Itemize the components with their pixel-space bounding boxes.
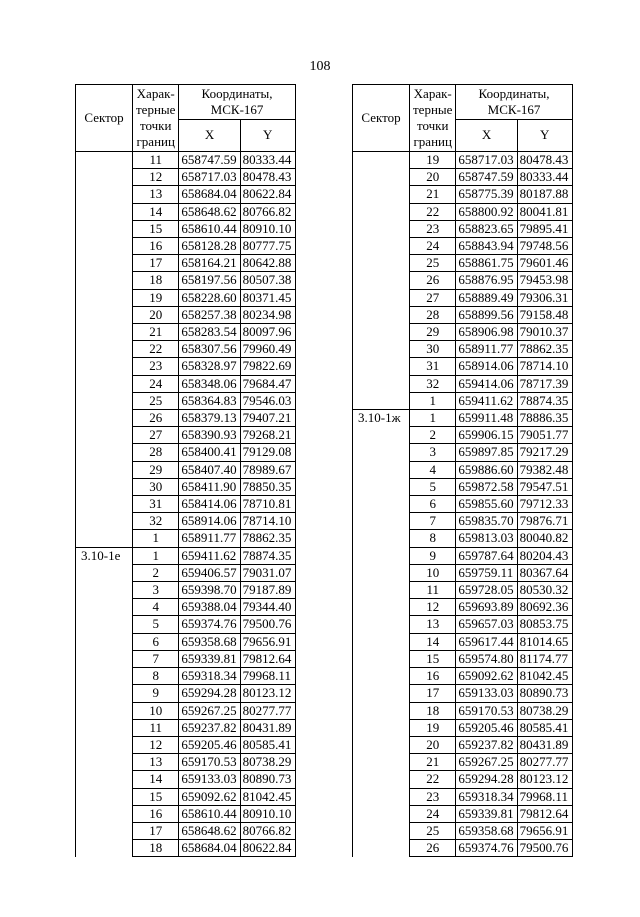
point-number-cell: 16 bbox=[133, 238, 179, 255]
coord-y-cell: 80431.89 bbox=[240, 719, 295, 736]
point-number-cell: 2 bbox=[410, 427, 456, 444]
coord-x-cell: 659133.03 bbox=[179, 771, 240, 788]
point-number-cell: 5 bbox=[410, 478, 456, 495]
coord-y-cell: 80204.43 bbox=[517, 547, 572, 564]
point-number-cell: 7 bbox=[133, 650, 179, 667]
point-number-cell: 29 bbox=[410, 324, 456, 341]
point-number-cell: 26 bbox=[133, 410, 179, 427]
point-number-cell: 10 bbox=[133, 702, 179, 719]
coord-y-cell: 80187.88 bbox=[517, 186, 572, 203]
coord-x-cell: 658747.59 bbox=[456, 169, 517, 186]
table-row bbox=[76, 152, 296, 169]
coord-x-cell: 659693.89 bbox=[456, 599, 517, 616]
coord-x-cell: 659411.62 bbox=[456, 392, 517, 409]
coord-x-cell: 658257.38 bbox=[179, 306, 240, 323]
point-number-cell: 25 bbox=[133, 392, 179, 409]
coord-y-cell: 80040.82 bbox=[517, 530, 572, 547]
coord-x-cell: 659318.34 bbox=[456, 788, 517, 805]
coord-x-cell: 659237.82 bbox=[179, 719, 240, 736]
coord-y-cell: 81014.65 bbox=[517, 633, 572, 650]
coord-x-cell: 659388.04 bbox=[179, 599, 240, 616]
point-number-cell: 20 bbox=[133, 306, 179, 323]
coord-x-cell: 658747.59 bbox=[179, 152, 240, 169]
point-number-cell: 28 bbox=[410, 306, 456, 323]
coord-x-cell: 658411.90 bbox=[179, 478, 240, 495]
coord-y-cell: 79158.48 bbox=[517, 306, 572, 323]
coord-y-cell: 78714.10 bbox=[517, 358, 572, 375]
page-number: 108 bbox=[309, 59, 331, 74]
coordinates-table-right bbox=[352, 84, 573, 857]
point-number-cell: 10 bbox=[410, 564, 456, 581]
coord-y-cell: 78886.35 bbox=[517, 410, 572, 427]
coord-y-cell: 79453.98 bbox=[517, 272, 572, 289]
coord-x-cell: 659358.68 bbox=[179, 633, 240, 650]
coord-x-cell: 658197.56 bbox=[179, 272, 240, 289]
coord-y-cell: 79382.48 bbox=[517, 461, 572, 478]
coord-y-cell: 79217.29 bbox=[517, 444, 572, 461]
coord-x-cell: 658228.60 bbox=[179, 289, 240, 306]
point-number-cell: 15 bbox=[133, 788, 179, 805]
point-number-cell: 27 bbox=[133, 427, 179, 444]
coord-x-cell: 658911.77 bbox=[179, 530, 240, 547]
coord-y-cell: 79407.21 bbox=[240, 410, 295, 427]
coord-x-cell: 659205.46 bbox=[456, 719, 517, 736]
point-number-cell: 26 bbox=[410, 272, 456, 289]
coord-y-cell: 80277.77 bbox=[517, 754, 572, 771]
coord-y-cell: 80622.84 bbox=[240, 840, 295, 857]
coord-x-cell: 658610.44 bbox=[179, 220, 240, 237]
coord-y-cell: 78989.67 bbox=[240, 461, 295, 478]
coord-y-cell: 80890.73 bbox=[517, 685, 572, 702]
coord-y-cell: 80530.32 bbox=[517, 582, 572, 599]
coord-y-cell: 79187.89 bbox=[240, 582, 295, 599]
coord-y-cell: 80642.88 bbox=[240, 255, 295, 272]
coord-y-cell: 78717.39 bbox=[517, 375, 572, 392]
point-number-cell: 31 bbox=[410, 358, 456, 375]
point-number-cell: 14 bbox=[410, 633, 456, 650]
table-body-right bbox=[353, 152, 573, 857]
coord-x-cell: 658400.41 bbox=[179, 444, 240, 461]
coord-x-cell: 658800.92 bbox=[456, 203, 517, 220]
coord-y-cell: 80910.10 bbox=[240, 220, 295, 237]
coord-y-cell: 78874.35 bbox=[517, 392, 572, 409]
coord-y-cell: 79968.11 bbox=[517, 788, 572, 805]
coord-x-cell: 659267.25 bbox=[179, 702, 240, 719]
point-number-cell: 12 bbox=[133, 169, 179, 186]
point-number-cell: 20 bbox=[410, 169, 456, 186]
point-number-cell: 28 bbox=[133, 444, 179, 461]
coord-y-cell: 78714.10 bbox=[240, 513, 295, 530]
coord-x-cell: 658914.06 bbox=[456, 358, 517, 375]
coord-x-cell: 659414.06 bbox=[456, 375, 517, 392]
coord-x-cell: 659911.48 bbox=[456, 410, 517, 427]
point-number-cell: 21 bbox=[410, 186, 456, 203]
coord-x-cell: 658414.06 bbox=[179, 496, 240, 513]
coord-x-cell: 658914.06 bbox=[179, 513, 240, 530]
coord-y-cell: 79601.46 bbox=[517, 255, 572, 272]
coord-y-cell: 78862.35 bbox=[517, 341, 572, 358]
coord-x-cell: 658684.04 bbox=[179, 186, 240, 203]
coord-x-cell: 659339.81 bbox=[179, 650, 240, 667]
point-number-cell: 6 bbox=[133, 633, 179, 650]
table-row bbox=[76, 547, 296, 564]
coord-x-cell: 659092.62 bbox=[456, 668, 517, 685]
coord-y-cell: 80622.84 bbox=[240, 186, 295, 203]
coord-x-cell: 659374.76 bbox=[456, 840, 517, 857]
point-number-cell: 7 bbox=[410, 513, 456, 530]
coord-y-cell: 79547.51 bbox=[517, 478, 572, 495]
coord-y-cell: 80431.89 bbox=[517, 736, 572, 753]
point-number-cell: 13 bbox=[133, 186, 179, 203]
point-number-cell: 25 bbox=[410, 255, 456, 272]
point-number-cell: 29 bbox=[133, 461, 179, 478]
coord-y-cell: 79010.37 bbox=[517, 324, 572, 341]
point-number-cell: 30 bbox=[133, 478, 179, 495]
coord-x-cell: 659092.62 bbox=[179, 788, 240, 805]
coord-y-cell: 80766.82 bbox=[240, 203, 295, 220]
header-x: X bbox=[179, 120, 240, 152]
point-number-cell: 19 bbox=[410, 152, 456, 169]
point-number-cell: 16 bbox=[410, 668, 456, 685]
coord-x-cell: 658307.56 bbox=[179, 341, 240, 358]
coord-x-cell: 659835.70 bbox=[456, 513, 517, 530]
coord-x-cell: 659205.46 bbox=[179, 736, 240, 753]
coord-y-cell: 80333.44 bbox=[517, 169, 572, 186]
point-number-cell: 1 bbox=[410, 392, 456, 409]
coord-y-cell: 79306.31 bbox=[517, 289, 572, 306]
coord-y-cell: 79546.03 bbox=[240, 392, 295, 409]
coord-y-cell: 81174.77 bbox=[517, 650, 572, 667]
coord-x-cell: 659358.68 bbox=[456, 822, 517, 839]
point-number-cell: 24 bbox=[410, 238, 456, 255]
coord-y-cell: 79812.64 bbox=[240, 650, 295, 667]
coord-y-cell: 79812.64 bbox=[517, 805, 572, 822]
point-number-cell: 14 bbox=[133, 203, 179, 220]
coord-x-cell: 659759.11 bbox=[456, 564, 517, 581]
coord-y-cell: 79822.69 bbox=[240, 358, 295, 375]
coord-y-cell: 79684.47 bbox=[240, 375, 295, 392]
coord-y-cell: 78710.81 bbox=[240, 496, 295, 513]
coord-x-cell: 659294.28 bbox=[456, 771, 517, 788]
coord-x-cell: 658364.83 bbox=[179, 392, 240, 409]
point-number-cell: 11 bbox=[133, 719, 179, 736]
coord-y-cell: 79748.56 bbox=[517, 238, 572, 255]
coord-x-cell: 658407.40 bbox=[179, 461, 240, 478]
point-number-cell: 6 bbox=[410, 496, 456, 513]
header-sector: Сектор bbox=[76, 85, 133, 152]
point-number-cell: 11 bbox=[133, 152, 179, 169]
point-number-cell: 14 bbox=[133, 771, 179, 788]
coord-y-cell: 80766.82 bbox=[240, 822, 295, 839]
coord-x-cell: 658390.93 bbox=[179, 427, 240, 444]
point-number-cell: 9 bbox=[410, 547, 456, 564]
coord-x-cell: 658911.77 bbox=[456, 341, 517, 358]
point-number-cell: 20 bbox=[410, 736, 456, 753]
coord-x-cell: 659906.15 bbox=[456, 427, 517, 444]
header-y: Y bbox=[517, 120, 572, 152]
point-number-cell: 3 bbox=[410, 444, 456, 461]
point-number-cell: 13 bbox=[133, 754, 179, 771]
point-number-cell: 15 bbox=[410, 650, 456, 667]
point-number-cell: 15 bbox=[133, 220, 179, 237]
point-number-cell: 8 bbox=[410, 530, 456, 547]
coord-x-cell: 659267.25 bbox=[456, 754, 517, 771]
coord-y-cell: 79895.41 bbox=[517, 220, 572, 237]
point-number-cell: 18 bbox=[410, 702, 456, 719]
table-body-left bbox=[76, 152, 296, 857]
point-number-cell: 17 bbox=[133, 822, 179, 839]
point-number-cell: 1 bbox=[133, 547, 179, 564]
sector-cell bbox=[353, 152, 410, 410]
coord-y-cell: 80123.12 bbox=[240, 685, 295, 702]
coord-x-cell: 658164.21 bbox=[179, 255, 240, 272]
coord-x-cell: 659855.60 bbox=[456, 496, 517, 513]
coord-x-cell: 659872.58 bbox=[456, 478, 517, 495]
point-number-cell: 22 bbox=[133, 341, 179, 358]
point-number-cell: 22 bbox=[410, 771, 456, 788]
point-number-cell: 27 bbox=[410, 289, 456, 306]
point-number-cell: 12 bbox=[410, 599, 456, 616]
coord-y-cell: 79051.77 bbox=[517, 427, 572, 444]
coord-x-cell: 658684.04 bbox=[179, 840, 240, 857]
coord-x-cell: 659133.03 bbox=[456, 685, 517, 702]
coord-y-cell: 78874.35 bbox=[240, 547, 295, 564]
point-number-cell: 2 bbox=[133, 564, 179, 581]
point-number-cell: 4 bbox=[410, 461, 456, 478]
point-number-cell: 1 bbox=[410, 410, 456, 427]
point-number-cell: 23 bbox=[410, 220, 456, 237]
coord-x-cell: 658889.49 bbox=[456, 289, 517, 306]
coord-y-cell: 79712.33 bbox=[517, 496, 572, 513]
coord-x-cell: 658648.62 bbox=[179, 822, 240, 839]
point-number-cell: 13 bbox=[410, 616, 456, 633]
coord-x-cell: 659374.76 bbox=[179, 616, 240, 633]
coord-y-cell: 79129.08 bbox=[240, 444, 295, 461]
coord-x-cell: 659787.64 bbox=[456, 547, 517, 564]
header-char-points: Харак- терные точки границ bbox=[410, 85, 456, 152]
coord-y-cell: 80507.38 bbox=[240, 272, 295, 289]
coord-y-cell: 80097.96 bbox=[240, 324, 295, 341]
coord-y-cell: 79031.07 bbox=[240, 564, 295, 581]
coord-y-cell: 80585.41 bbox=[517, 719, 572, 736]
coord-y-cell: 79960.49 bbox=[240, 341, 295, 358]
coord-x-cell: 659398.70 bbox=[179, 582, 240, 599]
coord-x-cell: 659886.60 bbox=[456, 461, 517, 478]
coord-x-cell: 659617.44 bbox=[456, 633, 517, 650]
coord-y-cell: 78850.35 bbox=[240, 478, 295, 495]
coord-x-cell: 659237.82 bbox=[456, 736, 517, 753]
point-number-cell: 17 bbox=[410, 685, 456, 702]
point-number-cell: 21 bbox=[410, 754, 456, 771]
coord-y-cell: 81042.45 bbox=[517, 668, 572, 685]
sector-cell bbox=[76, 152, 133, 548]
point-number-cell: 26 bbox=[410, 840, 456, 857]
point-number-cell: 18 bbox=[133, 840, 179, 857]
coord-y-cell: 80478.43 bbox=[517, 152, 572, 169]
sector-cell: 3.10-1е bbox=[76, 547, 133, 857]
coord-y-cell: 78862.35 bbox=[240, 530, 295, 547]
coord-y-cell: 80585.41 bbox=[240, 736, 295, 753]
coord-x-cell: 659318.34 bbox=[179, 668, 240, 685]
coord-x-cell: 658283.54 bbox=[179, 324, 240, 341]
coord-x-cell: 658348.06 bbox=[179, 375, 240, 392]
point-number-cell: 25 bbox=[410, 822, 456, 839]
coord-x-cell: 658610.44 bbox=[179, 805, 240, 822]
point-number-cell: 1 bbox=[133, 530, 179, 547]
point-number-cell: 19 bbox=[410, 719, 456, 736]
coord-y-cell: 79656.91 bbox=[517, 822, 572, 839]
coord-y-cell: 80692.36 bbox=[517, 599, 572, 616]
coord-x-cell: 658128.28 bbox=[179, 238, 240, 255]
coord-x-cell: 659813.03 bbox=[456, 530, 517, 547]
point-number-cell: 8 bbox=[133, 668, 179, 685]
table-row bbox=[353, 152, 573, 169]
point-number-cell: 23 bbox=[133, 358, 179, 375]
header-y: Y bbox=[240, 120, 295, 152]
coord-y-cell: 79268.21 bbox=[240, 427, 295, 444]
coord-y-cell: 80277.77 bbox=[240, 702, 295, 719]
point-number-cell: 9 bbox=[133, 685, 179, 702]
coord-y-cell: 80777.75 bbox=[240, 238, 295, 255]
coord-x-cell: 658843.94 bbox=[456, 238, 517, 255]
coord-y-cell: 79344.40 bbox=[240, 599, 295, 616]
coord-x-cell: 659170.53 bbox=[179, 754, 240, 771]
coord-x-cell: 658899.56 bbox=[456, 306, 517, 323]
point-number-cell: 17 bbox=[133, 255, 179, 272]
point-number-cell: 12 bbox=[133, 736, 179, 753]
coord-x-cell: 659897.85 bbox=[456, 444, 517, 461]
point-number-cell: 19 bbox=[133, 289, 179, 306]
coord-x-cell: 658906.98 bbox=[456, 324, 517, 341]
coord-y-cell: 80853.75 bbox=[517, 616, 572, 633]
point-number-cell: 24 bbox=[410, 805, 456, 822]
coord-x-cell: 659411.62 bbox=[179, 547, 240, 564]
coord-x-cell: 658717.03 bbox=[456, 152, 517, 169]
coord-x-cell: 658717.03 bbox=[179, 169, 240, 186]
coord-y-cell: 80041.81 bbox=[517, 203, 572, 220]
coord-x-cell: 659170.53 bbox=[456, 702, 517, 719]
point-number-cell: 31 bbox=[133, 496, 179, 513]
point-number-cell: 11 bbox=[410, 582, 456, 599]
coord-y-cell: 80478.43 bbox=[240, 169, 295, 186]
point-number-cell: 21 bbox=[133, 324, 179, 341]
coord-y-cell: 79656.91 bbox=[240, 633, 295, 650]
header-sector: Сектор bbox=[353, 85, 410, 152]
point-number-cell: 16 bbox=[133, 805, 179, 822]
coord-x-cell: 658823.65 bbox=[456, 220, 517, 237]
coord-y-cell: 80234.98 bbox=[240, 306, 295, 323]
coord-x-cell: 659657.03 bbox=[456, 616, 517, 633]
coord-y-cell: 81042.45 bbox=[240, 788, 295, 805]
coord-y-cell: 79500.76 bbox=[517, 840, 572, 857]
point-number-cell: 5 bbox=[133, 616, 179, 633]
point-number-cell: 30 bbox=[410, 341, 456, 358]
coord-y-cell: 80910.10 bbox=[240, 805, 295, 822]
coord-x-cell: 659294.28 bbox=[179, 685, 240, 702]
coord-x-cell: 659728.05 bbox=[456, 582, 517, 599]
coord-y-cell: 80123.12 bbox=[517, 771, 572, 788]
point-number-cell: 22 bbox=[410, 203, 456, 220]
point-number-cell: 3 bbox=[133, 582, 179, 599]
coord-x-cell: 658328.97 bbox=[179, 358, 240, 375]
coord-x-cell: 658775.39 bbox=[456, 186, 517, 203]
point-number-cell: 24 bbox=[133, 375, 179, 392]
point-number-cell: 18 bbox=[133, 272, 179, 289]
coord-y-cell: 80738.29 bbox=[240, 754, 295, 771]
coord-y-cell: 80367.64 bbox=[517, 564, 572, 581]
coord-y-cell: 80333.44 bbox=[240, 152, 295, 169]
point-number-cell: 23 bbox=[410, 788, 456, 805]
header-char-points: Харак- терные точки границ bbox=[133, 85, 179, 152]
coord-x-cell: 658861.75 bbox=[456, 255, 517, 272]
header-x: X bbox=[456, 120, 517, 152]
coord-y-cell: 79968.11 bbox=[240, 668, 295, 685]
point-number-cell: 4 bbox=[133, 599, 179, 616]
coord-y-cell: 79876.71 bbox=[517, 513, 572, 530]
coordinates-table-left bbox=[75, 84, 296, 857]
coord-x-cell: 659406.57 bbox=[179, 564, 240, 581]
header-coordinates: Координаты, МСК-167 bbox=[456, 85, 572, 120]
coord-y-cell: 80371.45 bbox=[240, 289, 295, 306]
point-number-cell: 32 bbox=[133, 513, 179, 530]
point-number-cell: 32 bbox=[410, 375, 456, 392]
coord-x-cell: 659574.80 bbox=[456, 650, 517, 667]
coord-y-cell: 80890.73 bbox=[240, 771, 295, 788]
sector-cell: 3.10-1ж bbox=[353, 410, 410, 857]
coord-x-cell: 658876.95 bbox=[456, 272, 517, 289]
header-coordinates: Координаты, МСК-167 bbox=[179, 85, 295, 120]
coord-x-cell: 659339.81 bbox=[456, 805, 517, 822]
coord-x-cell: 658648.62 bbox=[179, 203, 240, 220]
coord-x-cell: 658379.13 bbox=[179, 410, 240, 427]
table-row bbox=[353, 410, 573, 427]
coord-y-cell: 80738.29 bbox=[517, 702, 572, 719]
coord-y-cell: 79500.76 bbox=[240, 616, 295, 633]
